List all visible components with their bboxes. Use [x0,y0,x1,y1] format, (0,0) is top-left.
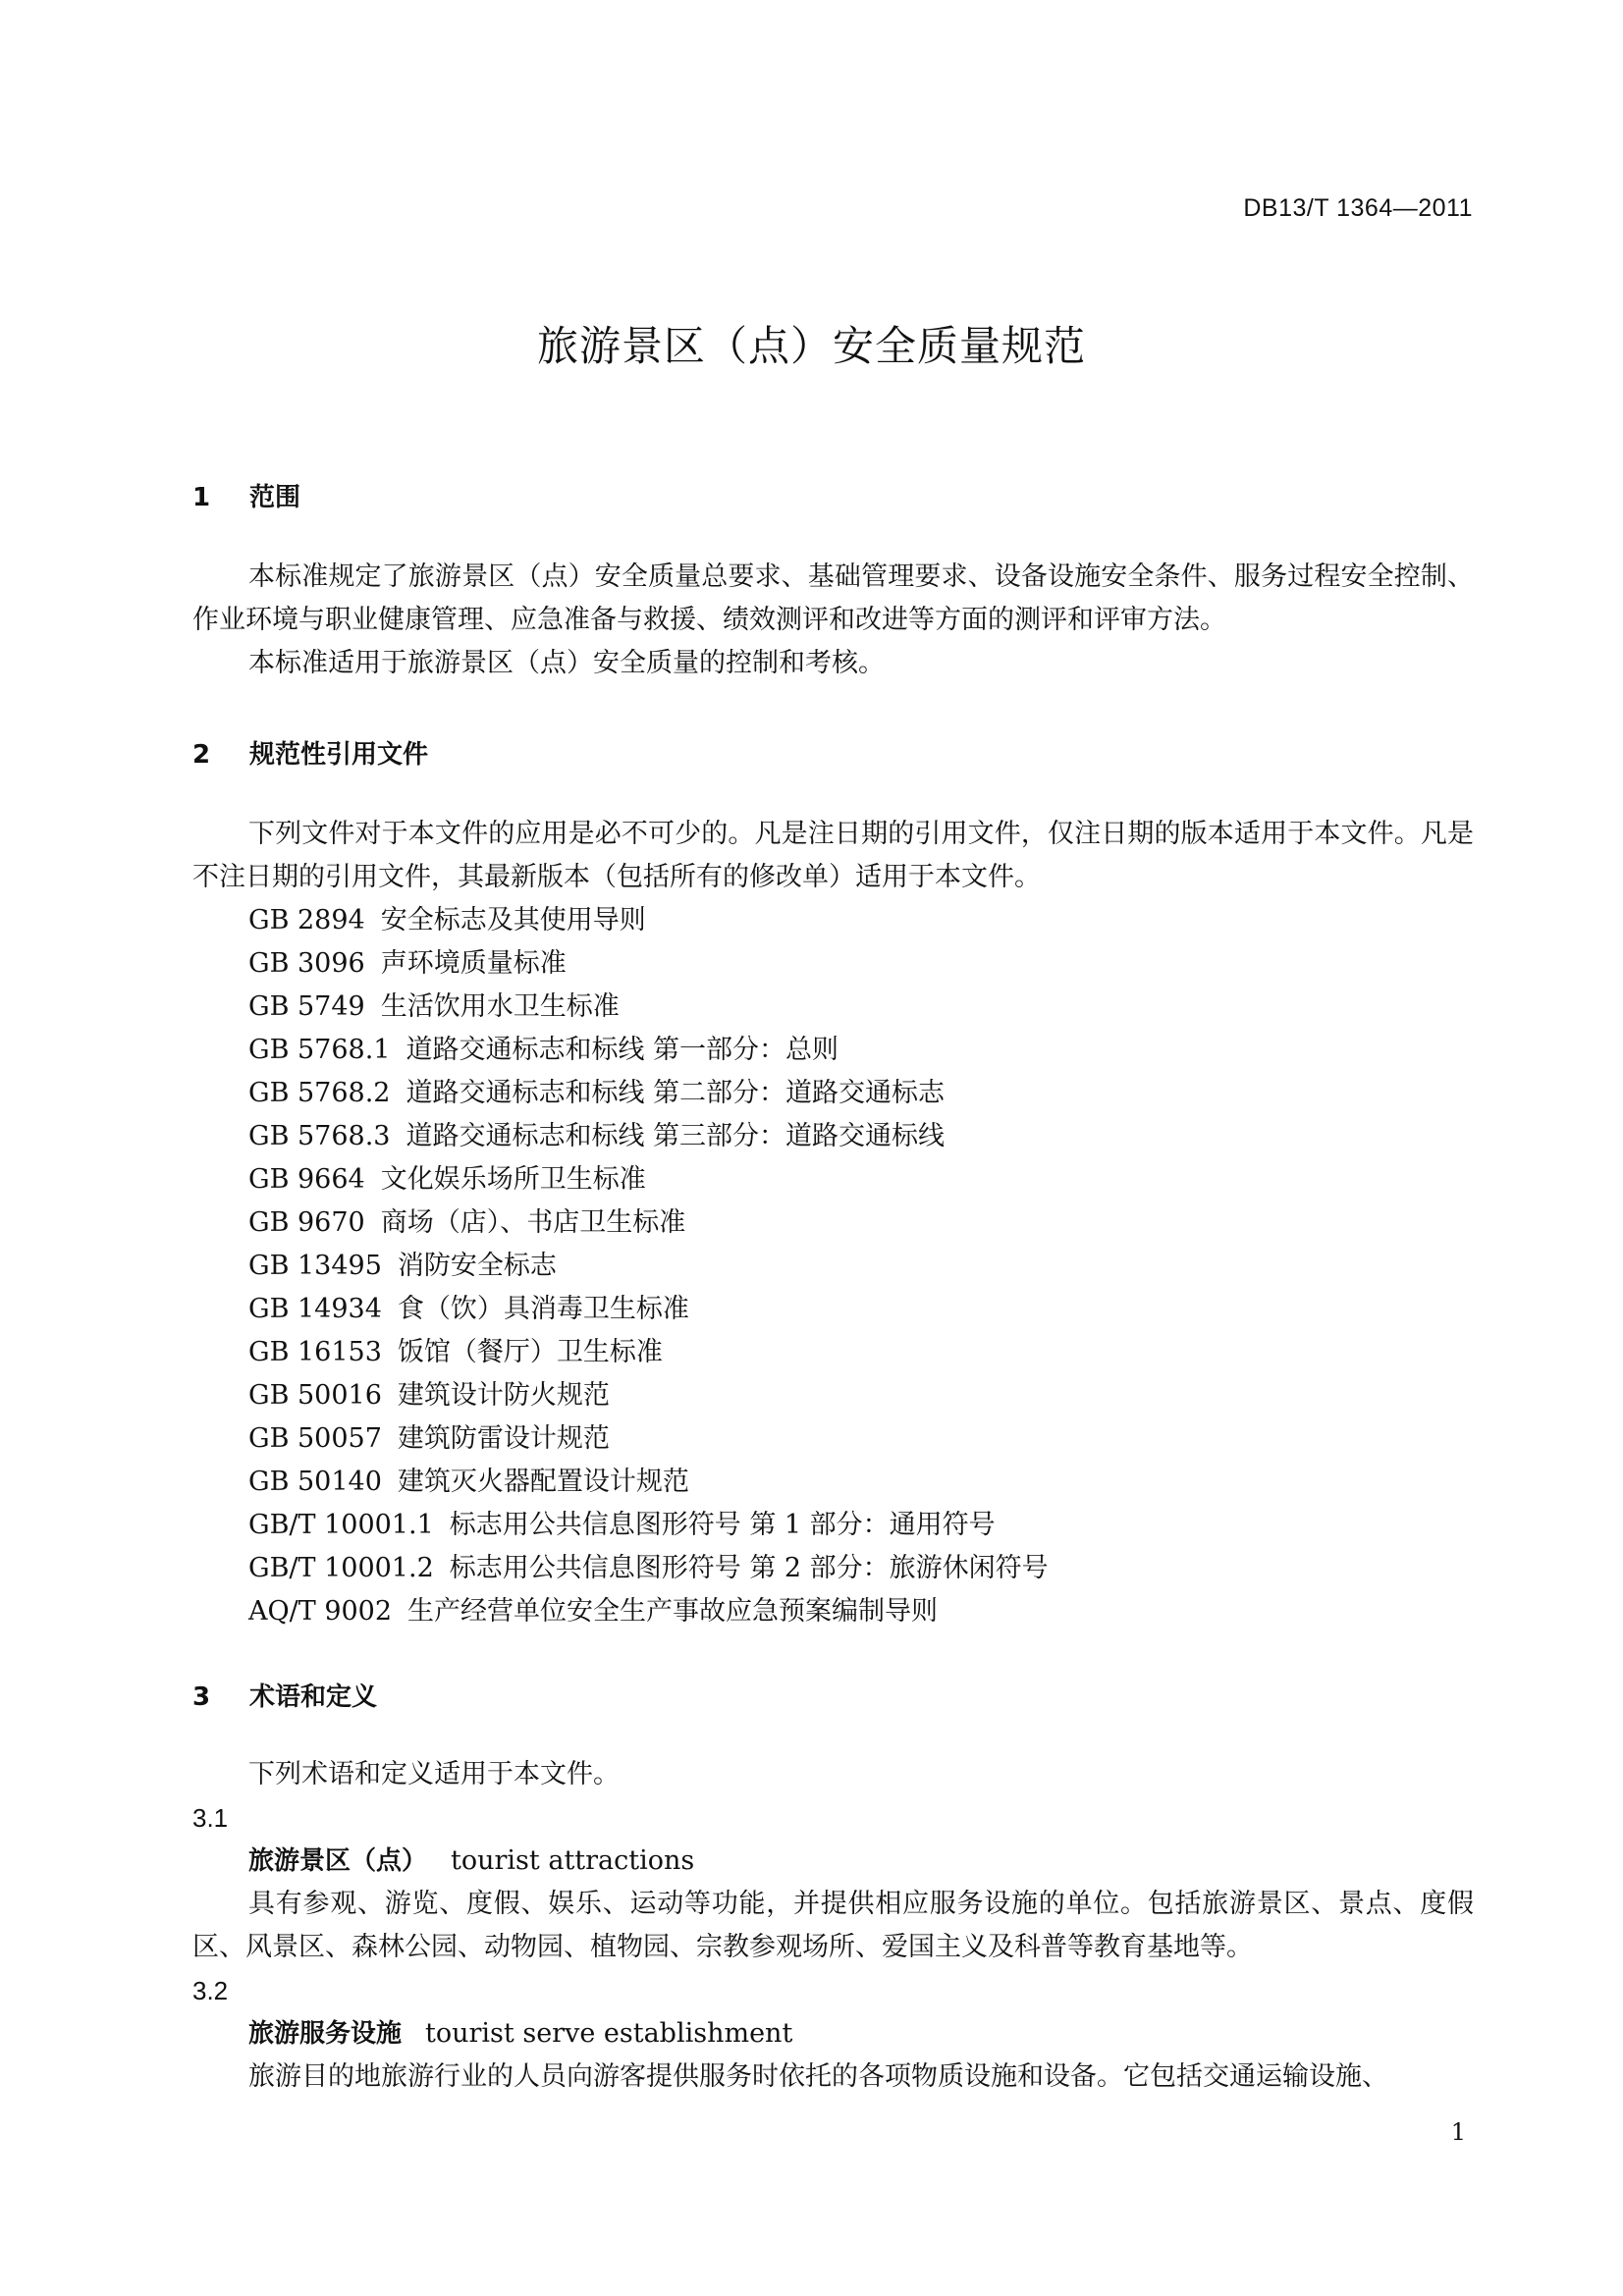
document-title: 旅游景区（点）安全质量规范 [536,322,1086,370]
term-chinese: 旅游景区（点） [248,1846,428,1876]
section-1-paragraph-1: 本标准规定了旅游景区（点）安全质量总要求、基础管理要求、设备设施安全条件、服务过程安全控制、作业环境与职业健康管理、应急准备与救援、绩效测评和改进等方面的测评和评审方法。 [192,561,1474,635]
section-2-intro: 下列文件对于本文件的应用是必不可少的。凡是注日期的引用文件，仅注日期的版本适用于本文件。凡是不注日期的引用文件，其最新版本（包括所有的修改单）适用于本文件。 [192,819,1474,892]
reference-name: 道路交通标志和标线 第三部分：道路交通标线 [406,1121,946,1151]
reference-item [248,1029,839,1072]
section-title: 范围 [249,483,301,512]
term-number: 3.1 [192,1803,229,1833]
reference-name: 文化娱乐场所卫生标准 [380,1164,646,1195]
reference-name: 生产经营单位安全生产事故应急预案编制导则 [407,1596,939,1627]
reference-code: AQ/T 9002 [248,1596,393,1627]
reference-item [248,1504,996,1547]
reference-name: 生活饮用水卫生标准 [380,991,620,1022]
section-1-paragraph-2: 本标准适用于旅游景区（点）安全质量的控制和考核。 [248,648,885,678]
section-number: 3 [192,1682,211,1712]
term-english: tourist serve establishment [425,2018,793,2049]
section-3-intro: 下列术语和定义适用于本文件。 [248,1759,620,1789]
section-1-heading [192,477,300,513]
reference-item [248,1417,610,1461]
term-english: tourist attractions [451,1845,695,1876]
term-heading [248,1840,694,1883]
reference-code: GB 3096 [248,948,365,979]
reference-name: 建筑灭火器配置设计规范 [397,1467,689,1497]
reference-name: 标志用公共信息图形符号 第 2 部分：旅游休闲符号 [449,1553,1049,1583]
reference-code: GB 50057 [248,1423,382,1454]
reference-code: GB 5768.2 [248,1078,391,1108]
reference-code: GB 2894 [248,905,365,935]
reference-item [248,1331,663,1374]
reference-code: GB 5749 [248,991,365,1022]
reference-item [248,1245,557,1288]
reference-code: GB 9664 [248,1164,365,1195]
term-chinese: 旅游服务设施 [248,2019,403,2049]
reference-item [248,1374,610,1417]
reference-item [248,1547,1049,1590]
term-number: 3.2 [192,1976,229,2005]
reference-code: GB 50140 [248,1467,382,1497]
section-number: 2 [192,740,211,770]
reference-name: 道路交通标志和标线 第二部分：道路交通标志 [406,1078,946,1108]
reference-item [248,1590,938,1633]
reference-name: 安全标志及其使用导则 [380,905,646,935]
reference-code: GB 50016 [248,1380,382,1411]
section-3-heading [192,1677,377,1713]
term-definition: 具有参观、游览、度假、娱乐、运动等功能，并提供相应服务设施的单位。包括旅游景区、景点、度假区、风景区、森林公园、动物园、植物园、宗教参观场所、爱国主义及科普等教育基地等。 [192,1889,1474,1962]
reference-name: 标志用公共信息图形符号 第 1 部分：通用符号 [449,1510,996,1540]
reference-item [248,942,567,986]
term-definition: 旅游目的地旅游行业的人员向游客提供服务时依托的各项物质设施和设备。它包括交通运输设施、 [248,2061,1388,2092]
reference-name: 商场（店）、书店卫生标准 [380,1207,686,1238]
reference-code: GB 5768.3 [248,1121,391,1151]
page-number: 1 [1450,2118,1466,2146]
reference-item [248,986,620,1029]
standard-code: DB13/T 1364—2011 [1243,194,1473,222]
reference-name: 食（饮）具消毒卫生标准 [397,1294,689,1324]
reference-code: GB 13495 [248,1251,382,1281]
reference-name: 建筑防雷设计规范 [397,1423,610,1454]
reference-code: GB 16153 [248,1337,382,1367]
reference-name: 声环境质量标准 [380,948,567,979]
reference-item [248,899,646,942]
reference-item [248,1201,685,1245]
reference-name: 饭馆（餐厅）卫生标准 [397,1337,663,1367]
reference-item [248,1072,945,1115]
section-title: 术语和定义 [249,1682,378,1712]
reference-name: 消防安全标志 [397,1251,557,1281]
section-2-heading [192,734,428,771]
reference-code: GB 5768.1 [248,1035,391,1065]
section-title: 规范性引用文件 [249,740,429,770]
reference-code: GB/T 10001.1 [248,1510,434,1540]
section-number: 1 [192,483,211,512]
reference-name: 道路交通标志和标线 第一部分：总则 [406,1035,839,1065]
reference-item [248,1158,646,1201]
reference-code: GB 9670 [248,1207,365,1238]
reference-item [248,1115,945,1158]
reference-name: 建筑设计防火规范 [397,1380,610,1411]
reference-item [248,1288,689,1331]
reference-code: GB/T 10001.2 [248,1553,434,1583]
reference-item [248,1461,689,1504]
reference-code: GB 14934 [248,1294,382,1324]
term-heading [248,2012,792,2056]
